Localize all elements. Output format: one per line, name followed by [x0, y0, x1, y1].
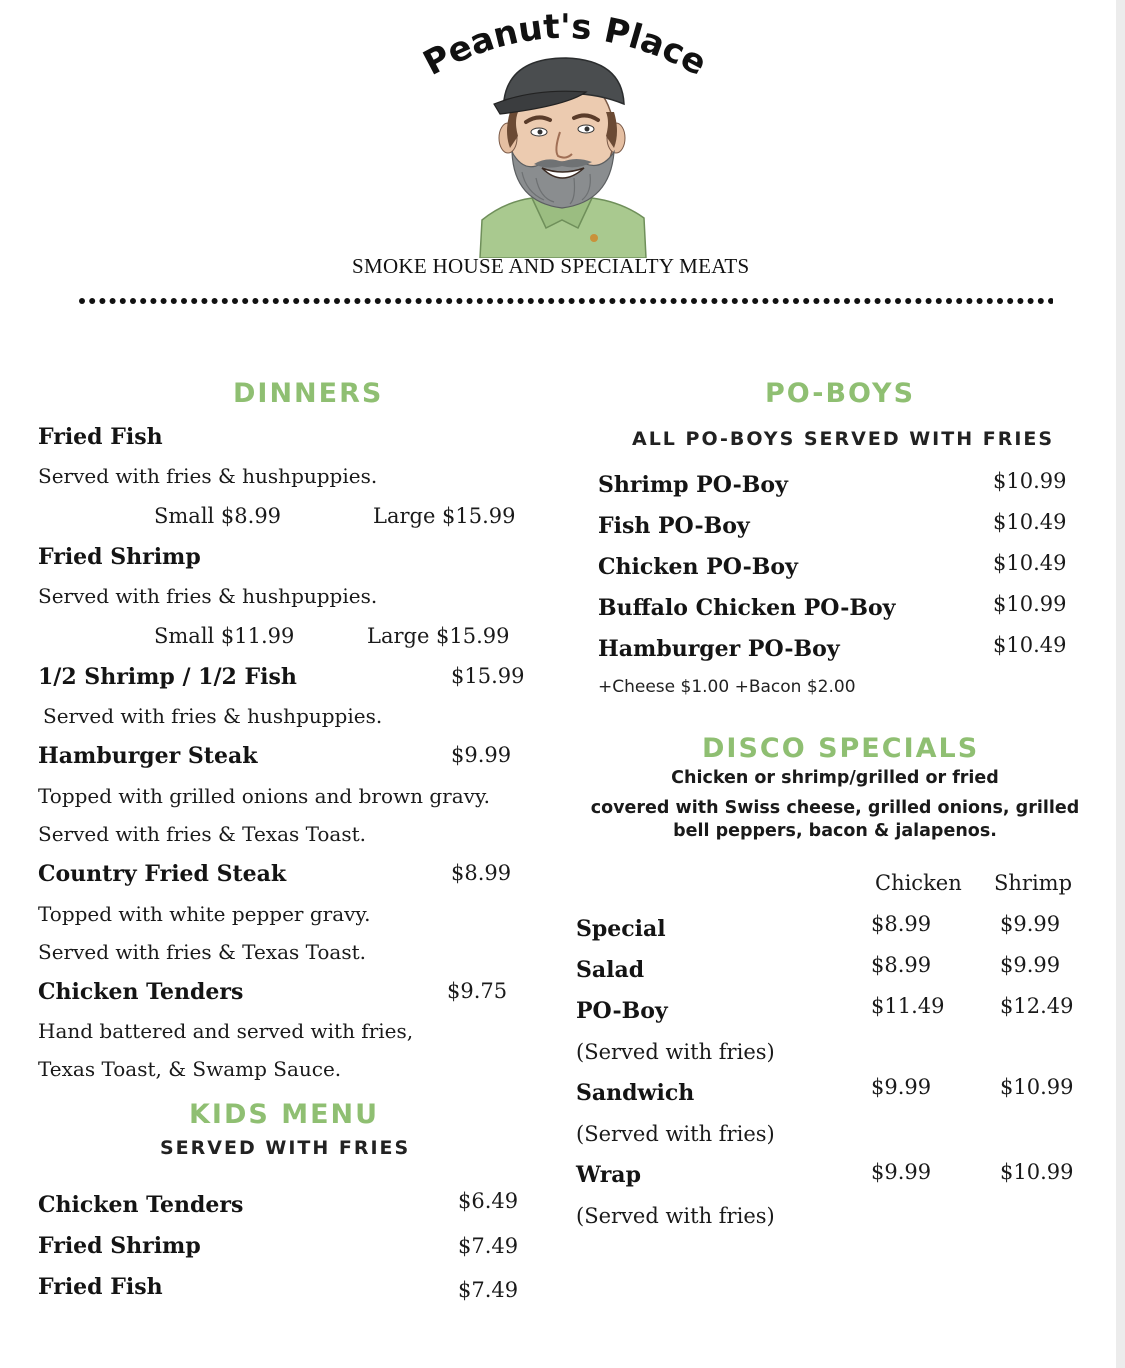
divider-dot [303, 298, 309, 304]
fried-shrimp-large-price: Large $15.99 [367, 624, 510, 648]
divider-dot [161, 298, 167, 304]
kids-item-name: Chicken Tenders [38, 1192, 244, 1218]
divider-dot [752, 298, 758, 304]
divider-dot [528, 298, 534, 304]
divider-dot [681, 298, 687, 304]
half-half-price: $15.99 [451, 664, 525, 688]
divider-dot [599, 298, 605, 304]
disco-row-chicken-price: $11.49 [871, 994, 945, 1018]
divider-dot [385, 298, 391, 304]
divider-dot [120, 298, 126, 304]
divider-dot [1028, 298, 1034, 304]
kids-menu-subtitle: SERVED WITH FRIES [160, 1137, 411, 1159]
disco-row-shrimp-price: $12.49 [1000, 994, 1074, 1018]
poboy-item-price: $10.49 [993, 551, 1067, 575]
divider-dot [905, 298, 911, 304]
divider-dot [773, 298, 779, 304]
divider-dot [915, 298, 921, 304]
divider-dot [538, 298, 544, 304]
disco-row-name: Salad [576, 957, 645, 983]
disco-row-shrimp-price: $10.99 [1000, 1075, 1074, 1099]
divider-dot [589, 298, 595, 304]
divider-dot [456, 298, 462, 304]
country-fried-steak-name: Country Fried Steak [38, 861, 287, 887]
divider-dot [212, 298, 218, 304]
poboys-subtitle: ALL PO-BOYS SERVED WITH FRIES [632, 428, 1055, 450]
hamburger-steak-name: Hamburger Steak [38, 743, 258, 769]
divider-dot [558, 298, 564, 304]
brand-name: Peanut's Place [417, 6, 714, 84]
fried-fish-small-price: Small $8.99 [154, 504, 282, 528]
divider-dot [660, 298, 666, 304]
disco-specials-heading: DISCO SPECIALS [702, 733, 980, 764]
divider-dot [1048, 298, 1053, 304]
divider-dot [181, 298, 187, 304]
poboys-heading: PO-BOYS [765, 378, 916, 409]
divider-dot [507, 298, 513, 304]
divider-dot [569, 298, 575, 304]
disco-col-shrimp: Shrimp [994, 871, 1073, 895]
poboy-addons: +Cheese $1.00 +Bacon $2.00 [598, 677, 856, 697]
divider-dot [813, 298, 819, 304]
divider-dot [579, 298, 585, 304]
fried-shrimp-name: Fried Shrimp [38, 544, 201, 570]
divider-dot [344, 298, 350, 304]
divider-dot [854, 298, 860, 304]
divider-dot [650, 298, 656, 304]
divider-dot [946, 298, 952, 304]
divider-dot [762, 298, 768, 304]
divider-dot [966, 298, 972, 304]
divider-dot [732, 298, 738, 304]
divider-dot [89, 298, 95, 304]
divider-dot [824, 298, 830, 304]
divider-dot [150, 298, 156, 304]
divider-dot [783, 298, 789, 304]
divider-dot [242, 298, 248, 304]
poboy-item-name: Shrimp PO-Boy [598, 472, 788, 498]
divider-dot [834, 298, 840, 304]
divider-dot [609, 298, 615, 304]
divider-dot [140, 298, 146, 304]
disco-row-name: PO-Boy [576, 998, 668, 1024]
divider-dot [99, 298, 105, 304]
kids-item-name: Fried Fish [38, 1274, 163, 1300]
poboy-item-name: Hamburger PO-Boy [598, 636, 840, 662]
divider-dot [191, 298, 197, 304]
divider-dot [497, 298, 503, 304]
divider-dot [222, 298, 228, 304]
fried-shrimp-small-price: Small $11.99 [154, 624, 295, 648]
divider-dot [283, 298, 289, 304]
divider-dot [711, 298, 717, 304]
divider-dot [405, 298, 411, 304]
divider-dot [334, 298, 340, 304]
divider-dot [1007, 298, 1013, 304]
fried-fish-desc: Served with fries & hushpuppies. [38, 464, 378, 488]
divider-dot [885, 298, 891, 304]
disco-desc-3: bell peppers, bacon & jalapenos. [673, 821, 997, 841]
disco-row-shrimp-price: $9.99 [1000, 953, 1061, 977]
divider-dot [1017, 298, 1023, 304]
divider-dot [446, 298, 452, 304]
divider-dot [742, 298, 748, 304]
disco-served-note: (Served with fries) [576, 1122, 775, 1146]
divider-dot [365, 298, 371, 304]
divider-dot [864, 298, 870, 304]
divider-dot [201, 298, 207, 304]
divider-dot [426, 298, 432, 304]
divider-dot [416, 298, 422, 304]
divider-dot [110, 298, 116, 304]
divider-dot [997, 298, 1003, 304]
dotted-divider [78, 296, 1053, 306]
kids-item-price: $6.49 [458, 1189, 519, 1213]
half-half-desc: Served with fries & hushpuppies. [43, 704, 383, 728]
divider-dot [620, 298, 626, 304]
fried-shrimp-desc: Served with fries & hushpuppies. [38, 584, 378, 608]
divider-dot [640, 298, 646, 304]
kids-item-price: $7.49 [458, 1234, 519, 1258]
poboy-item-name: Buffalo Chicken PO-Boy [598, 595, 896, 621]
divider-dot [395, 298, 401, 304]
divider-dot [263, 298, 269, 304]
divider-dot [467, 298, 473, 304]
divider-dot [518, 298, 524, 304]
divider-dot [956, 298, 962, 304]
divider-dot [314, 298, 320, 304]
kids-item-price: $7.49 [458, 1278, 519, 1302]
divider-dot [487, 298, 493, 304]
disco-row-chicken-price: $9.99 [871, 1160, 932, 1184]
mascot-illustration [474, 52, 650, 258]
fried-fish-large-price: Large $15.99 [373, 504, 516, 528]
divider-dot [701, 298, 707, 304]
divider-dot [130, 298, 136, 304]
tagline: SMOKE HOUSE AND SPECIALTY MEATS [352, 254, 750, 278]
chicken-tenders-name: Chicken Tenders [38, 979, 244, 1005]
page-edge [1116, 0, 1125, 1368]
divider-dot [375, 298, 381, 304]
disco-row-name: Wrap [576, 1162, 641, 1188]
chicken-tenders-desc-1: Hand battered and served with fries, [38, 1019, 414, 1043]
divider-dot [436, 298, 442, 304]
divider-dot [324, 298, 330, 304]
divider-dot [691, 298, 697, 304]
divider-dot [1038, 298, 1044, 304]
half-half-name: 1/2 Shrimp / 1/2 Fish [38, 664, 297, 690]
disco-row-name: Sandwich [576, 1080, 695, 1106]
divider-dot [875, 298, 881, 304]
divider-dot [79, 298, 85, 304]
dinners-heading: DINNERS [233, 378, 384, 409]
hamburger-steak-desc-1: Topped with grilled onions and brown gravy. [38, 784, 490, 808]
disco-col-chicken: Chicken [875, 871, 962, 895]
hamburger-steak-price: $9.99 [451, 743, 512, 767]
divider-dot [354, 298, 360, 304]
divider-dot [171, 298, 177, 304]
disco-row-chicken-price: $8.99 [871, 953, 932, 977]
poboy-item-name: Chicken PO-Boy [598, 554, 798, 580]
kids-item-name: Fried Shrimp [38, 1233, 201, 1259]
divider-dot [671, 298, 677, 304]
divider-dot [793, 298, 799, 304]
divider-dot [987, 298, 993, 304]
country-fried-steak-desc-2: Served with fries & Texas Toast. [38, 940, 367, 964]
disco-desc-2: covered with Swiss cheese, grilled onions, grilled [590, 798, 1080, 818]
chicken-tenders-price: $9.75 [447, 979, 508, 1003]
country-fried-steak-price: $8.99 [451, 861, 512, 885]
poboy-item-price: $10.49 [993, 510, 1067, 534]
divider-dot [630, 298, 636, 304]
divider-dot [232, 298, 238, 304]
divider-dot [273, 298, 279, 304]
disco-row-shrimp-price: $10.99 [1000, 1160, 1074, 1184]
divider-dot [722, 298, 728, 304]
divider-dot [252, 298, 258, 304]
poboy-item-price: $10.99 [993, 592, 1067, 616]
disco-desc-1: Chicken or shrimp/grilled or fried [671, 768, 999, 788]
disco-row-shrimp-price: $9.99 [1000, 912, 1061, 936]
divider-dot [477, 298, 483, 304]
divider-dot [803, 298, 809, 304]
hamburger-steak-desc-2: Served with fries & Texas Toast. [38, 822, 367, 846]
divider-dot [844, 298, 850, 304]
country-fried-steak-desc-1: Topped with white pepper gravy. [38, 902, 371, 926]
divider-dot [926, 298, 932, 304]
poboy-item-name: Fish PO-Boy [598, 513, 750, 539]
disco-served-note: (Served with fries) [576, 1040, 775, 1064]
divider-dot [895, 298, 901, 304]
poboy-item-price: $10.99 [993, 469, 1067, 493]
disco-served-note: (Served with fries) [576, 1204, 775, 1228]
disco-row-name: Special [576, 916, 666, 942]
kids-menu-heading: KIDS MENU [189, 1099, 380, 1130]
poboy-item-price: $10.49 [993, 633, 1067, 657]
divider-dot [548, 298, 554, 304]
divider-dot [293, 298, 299, 304]
divider-dot [977, 298, 983, 304]
fried-fish-name: Fried Fish [38, 424, 163, 450]
divider-dot [936, 298, 942, 304]
disco-row-chicken-price: $8.99 [871, 912, 932, 936]
disco-row-chicken-price: $9.99 [871, 1075, 932, 1099]
chicken-tenders-desc-2: Texas Toast, & Swamp Sauce. [38, 1057, 342, 1081]
